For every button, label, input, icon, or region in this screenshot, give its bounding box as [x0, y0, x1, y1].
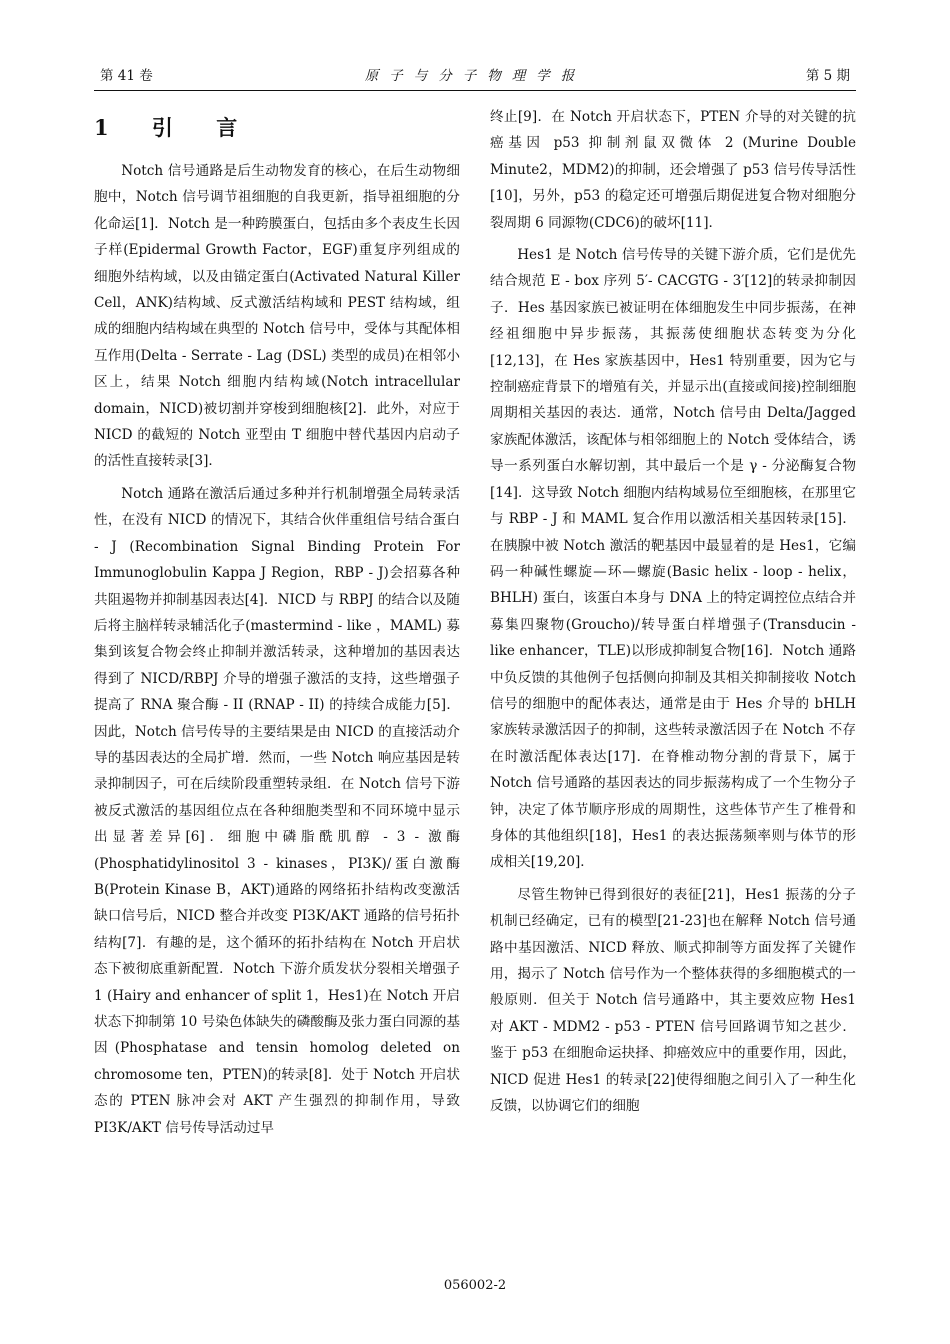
paragraph: Notch 信号通路是后生动物发育的核心，在后生动物细胞中，Notch 信号调节祖细胞的自我更新，指导祖细胞的分化命运[1]．Notch 是一种跨膜蛋白，包括由多个表皮生长因子样(Epidermal Growth Factor，EGF)重复序列组成的细胞外结构域，以及由锚定蛋白(Activated Natural Killer Cell，ANK)结构域、反式激活结构域和 PEST 结构域，组成的细胞内结构域在典型的 Notch 信号中，受体与其配体相互作用(Delta - Serrate - Lag (DSL) 类型的成员)在相邻小区上，结果 Notch 细胞内结构域(Notch intracellular domain，NICD)被切割并穿梭到细胞核[2]．此外，对应于 NICD 的截短的 Notch 亚型由 T 细胞中替代基因内启动子的活性直接转录[3]． [94, 163, 460, 470]
paragraph: Notch 通路在激活后通过多种并行机制增强全局转录活性，在没有 NICD 的情况下，其结合伙伴重组信号结合蛋白 - J (Recombination Signal Binding Protein For Immunoglobulin Kappa J Region，RBP - J)会招募各种共阻遏物并抑制基因表达[4]．NICD 与 RBPJ 的结合以及随后将主脑样转录辅活化子(mastermind - like ，MAML) 募集到该复合物会终止抑制并激活转录，这种增加的基因表达得到了 NICD/RBPJ 介导的增强子激活的支持，这些增强子提高了 RNA 聚合酶 - II (RNAP - II) 的持续合成能力[5]．因此，Notch 信号传导的主要结果是由 NICD 的直接活动介导的基因表达的全局扩增．然而，一些 Notch 响应基因是转录抑制因子，可在后续阶段重塑转录组．在 Notch 信号下游被反式激活的基因组位点在各种细胞类型和不同环境中显示出显著差异[6]．细胞中磷脂酰肌醇 - 3 - 激酶(Phosphatidylinositol 3 - kinases，PI3K)/蛋白激酶 B(Protein Kinase B，AKT)通路的网络拓扑结构改变激活缺口信号后，NICD 整合并改变 PI3K/AKT 通路的信号拓扑结构[7]．有趣的是，这个循环的拓扑结构在 Notch 开启状态下被彻底重新配置．Notch 下游介质发状分裂相关增强子 1 (Hairy and enhancer of split 1，Hes1)在 Notch 开启状态下抑制第 10 号染色体缺失的磷酸酶及张力蛋白同源的基因(Phosphatase and tensin homolog deleted on chromosome ten，PTEN)的转录[8]．处于 Notch 开启状态的 PTEN 脉冲会对 AKT 产生强烈的抑制作用，导致 PI3K/AKT 信号传导活动过早 [94, 485, 460, 1136]
journal-title: 原子与分子物理学报 [364, 68, 586, 84]
right-column [490, 104, 856, 1119]
section-title: 1 引 言 [94, 115, 256, 140]
running-header [94, 64, 856, 86]
paragraph: Hes1 是 Notch 信号传导的关键下游介质，它们是优先结合规范 E - box 序列 5′- CACGTG - 3′[12]的转录抑制因子．Hes 基因家族已被证明在体细胞发生中同步振荡，在神经祖细胞中异步振荡，其振荡使细胞状态转变为分化[12,13]，在 Hes 家族基因中，Hes1 特别重要，因为它与控制癌症背景下的增殖有关，并显示出(直接或间接)控制细胞周期相关基因的表达．通常，Notch 信号由 Delta/Jagged 家族配体激活，该配体与相邻细胞上的 Notch 受体结合，诱导一系列蛋白水解切割，其中最后一个是 γ - 分泌酶复合物[14]．这导致 Notch 细胞内结构域易位至细胞核，在那里它与 RBP - J 和 MAML 复合作用以激活相关基因转录[15]．在胰腺中被 Notch 激活的靶基因中最显着的是 Hes1，它编码一种碱性螺旋—环—螺旋(Basic helix - loop - helix，BHLH) 蛋白，该蛋白本身与 DNA 上的特定调控位点结合并募集四聚物(Groucho)/转导蛋白样增强子(Transducin - like enhancer，TLE)以形成抑制复合物[16]．Notch 通路中负反馈的其他例子包括侧向抑制及其相关抑制接收 Notch 信号的细胞中的配体表达，通常是由于 Hes 介导的 bHLH 家族转录激活因子的抑制，这些转录激活因子在 Notch 不存在时激活配体表达[17]．在脊椎动物分割的背景下，属于 Notch 信号通路的基因表达的同步振荡构成了一个生物分子钟，决定了体节顺序形成的周期性，这些体节产生了椎骨和身体的其他组织[18]，Hes1 的表达振荡频率则与体节的形成相关[19,20]． [490, 247, 856, 871]
paragraph: 尽管生物钟已得到很好的表征[21]，Hes1 振荡的分子机制已经确定，已有的模型[21-23]也在解释 Notch 信号通路中基因激活、NICD 释放、顺式抑制等方面发挥了关键作用，揭示了 Notch 信号作为一个整体获得的多细胞模式的一般原则．但关于 Notch 信号通路中，其主要效应物 Hes1 对 AKT - MDM2 - p53 - PTEN 信号回路调节知之甚少．鉴于 p53 在细胞命运抉择、抑癌效应中的重要作用，因此，NICD 促进 Hes1 的转录[22]使得细胞之间引入了一种生化反馈，以协调它们的细胞 [490, 886, 856, 1115]
volume-label: 第 41 卷 [100, 68, 153, 84]
left-column [94, 112, 460, 1141]
page-number: 056002-2 [443, 1278, 507, 1293]
issue-label: 第 5 期 [805, 68, 850, 84]
header-rule [94, 90, 856, 91]
paragraph: 终止[9]．在 Notch 开启状态下，PTEN 介导的对关键的抗癌基因 p53 抑制剂鼠双微体 2 (Murine Double Minute2，MDM2)的抑制，还会增强了 p53 信号传导活性[10]，另外，p53 的稳定还可增强后期促进复合物对细胞分裂周期 6 同源物(CDC6)的破坏[11]． [490, 109, 856, 231]
